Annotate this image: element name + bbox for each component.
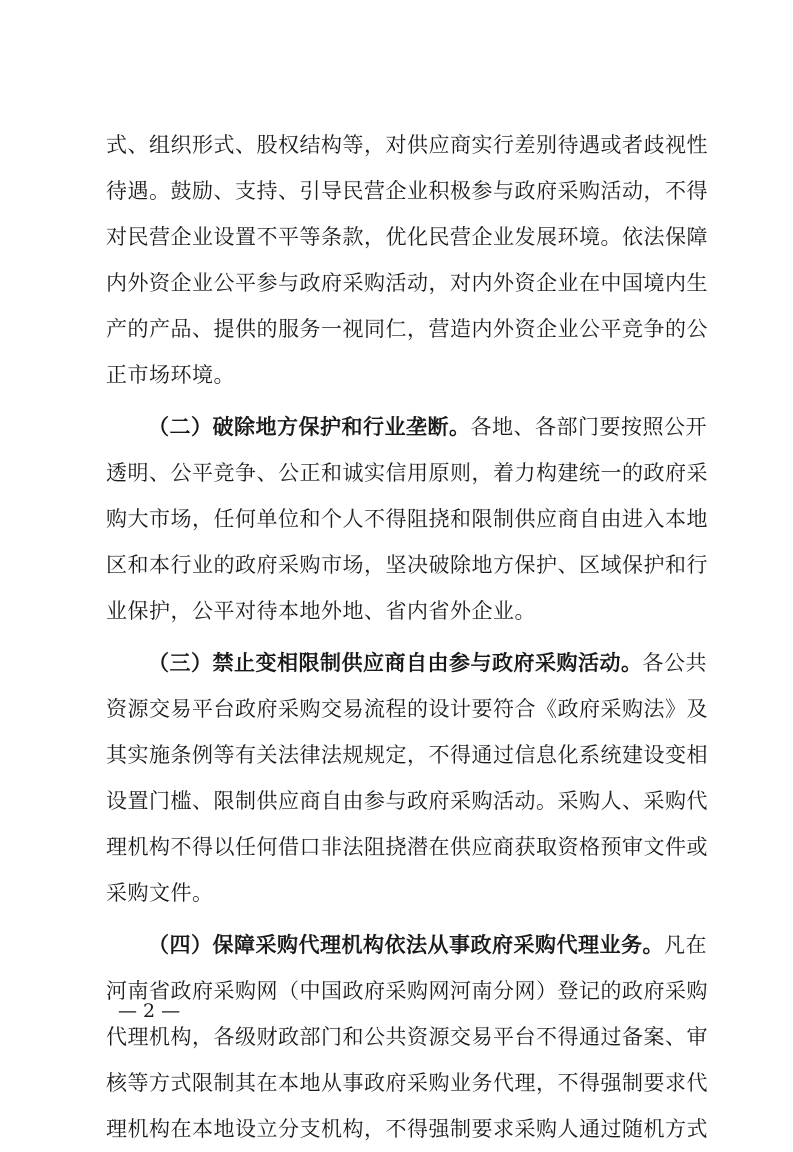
section-heading: （二）破除地方保护和行业垄断。 — [148, 414, 471, 439]
text-line: 理机构在本地设立分支机构，不得强制要求采购人通过随机方式 — [106, 1117, 708, 1141]
text-line: 购大市场，任何单位和个人不得阻挠和限制供应商自由进入本地 — [106, 507, 708, 531]
text-line: 业保护，公平对待本地外地、省内省外企业。 — [106, 599, 536, 623]
text-line — [106, 640, 707, 686]
text-segment: 凡在 — [664, 933, 707, 957]
text-segment: 各公共 — [642, 651, 707, 675]
paragraph-4 — [106, 922, 708, 1152]
text-line — [106, 404, 707, 450]
text-line: 区和本行业的政府采购市场，坚决破除地方保护、区域保护和行 — [106, 553, 708, 577]
text-line: 待遇。鼓励、支持、引导民营企业积极参与政府采购活动，不得 — [106, 179, 708, 203]
section-heading: （三）禁止变相限制供应商自由参与政府采购活动。 — [148, 650, 643, 675]
section-heading: （四）保障采购代理机构依法从事政府采购代理业务。 — [148, 932, 664, 957]
document-body — [106, 122, 708, 1152]
text-line: 设置门槛、限制供应商自由参与政府采购活动。采购人、采购代 — [106, 789, 708, 813]
text-line: 采购文件。 — [106, 881, 214, 905]
paragraph-3 — [106, 640, 708, 916]
text-line: 对民营企业设置不平等条款，优化民营企业发展环境。依法保障 — [106, 225, 708, 249]
text-line: 产的产品、提供的服务一视同仁，营造内外资企业公平竞争的公 — [106, 317, 708, 341]
text-line: 正市场环境。 — [106, 363, 235, 387]
text-line: 资源交易平台政府采购交易流程的设计要符合《政府采购法》及 — [106, 697, 708, 721]
text-line: 核等方式限制其在本地从事政府采购业务代理，不得强制要求代 — [106, 1071, 708, 1095]
text-line: 透明、公平竞争、公正和诚实信用原则，着力构建统一的政府采 — [106, 461, 708, 485]
text-line — [106, 922, 707, 968]
text-line: 其实施条例等有关法律法规规定，不得通过信息化系统建设变相 — [106, 743, 708, 767]
text-line: 理机构不得以任何借口非法阻挠潜在供应商获取资格预审文件或 — [106, 835, 708, 859]
paragraph-1 — [106, 122, 708, 398]
text-line: 内外资企业公平参与政府采购活动，对内外资企业在中国境内生 — [106, 271, 708, 295]
page-number: — 2 — — [118, 1000, 181, 1022]
text-line: 河南省政府采购网（中国政府采购网河南分网）登记的政府采购 — [106, 979, 708, 1003]
text-line: 式、组织形式、股权结构等，对供应商实行差别待遇或者歧视性 — [106, 133, 708, 157]
paragraph-2 — [106, 404, 708, 634]
text-segment: 各地、各部门要按照公开 — [470, 415, 707, 439]
text-line: 代理机构，各级财政部门和公共资源交易平台不得通过备案、审 — [106, 1025, 708, 1049]
